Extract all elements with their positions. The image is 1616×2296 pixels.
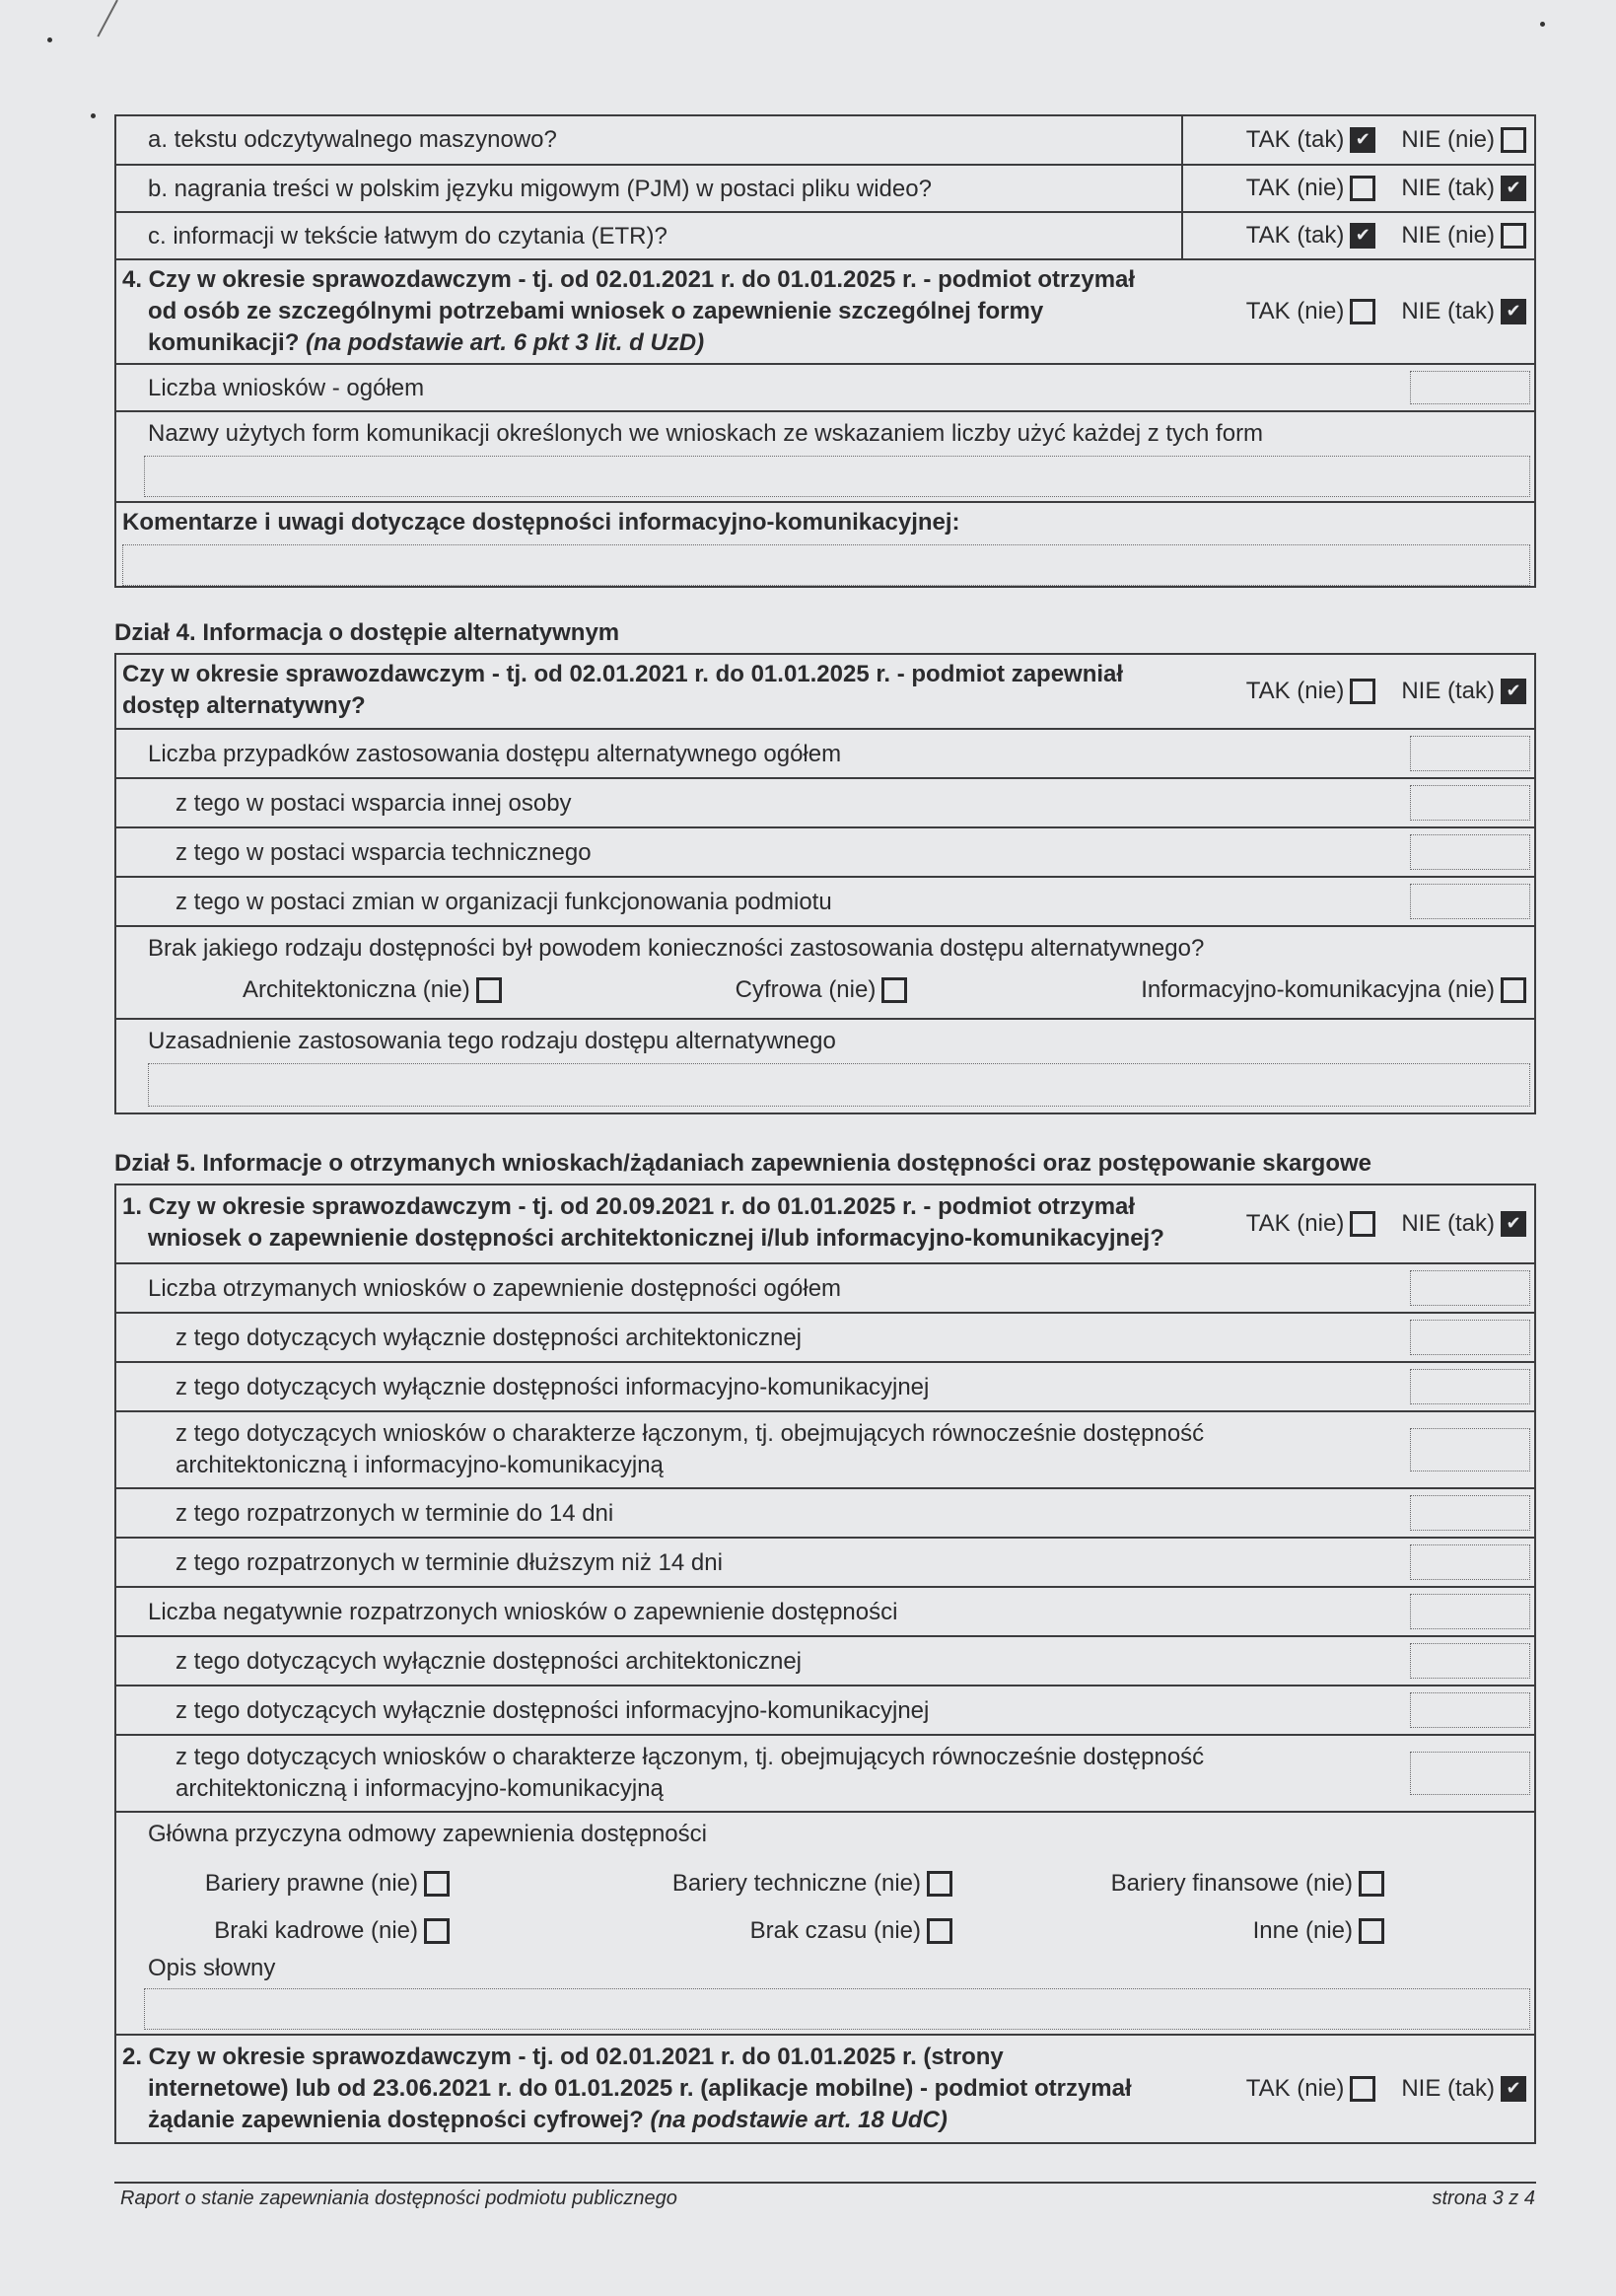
section4-count-row bbox=[116, 777, 1534, 826]
description-label: Opis słowny bbox=[148, 1955, 276, 1981]
count-input[interactable] bbox=[1410, 1752, 1530, 1795]
refusal-options-row2 bbox=[116, 1913, 1534, 1949]
section4-question-row bbox=[116, 655, 1534, 728]
tak-checkbox[interactable] bbox=[1350, 299, 1375, 324]
reason-question: Brak jakiego rodzaju dostępności był powodem konieczności zastosowania dostępu alternatywnego? bbox=[148, 935, 1205, 962]
description-input[interactable] bbox=[144, 1988, 1530, 2030]
row-label: z tego dotyczących wyłącznie dostępności informacyjno-komunikacyjnej bbox=[176, 1374, 930, 1400]
section5-count-row bbox=[116, 1361, 1534, 1410]
option-label: Bariery prawne (nie) bbox=[204, 1870, 418, 1897]
option-label: Cyfrowa (nie) bbox=[735, 976, 877, 1003]
count-input[interactable] bbox=[1410, 1544, 1530, 1580]
staff-shortage-checkbox[interactable] bbox=[424, 1918, 450, 1944]
section5-count-row bbox=[116, 1487, 1534, 1537]
row-label: Liczba otrzymanych wniosków o zapewnienie dostępności ogółem bbox=[148, 1275, 842, 1302]
nie-checkbox[interactable] bbox=[1501, 2076, 1526, 2102]
option-label: Informacyjno-komunikacyjna (nie) bbox=[1141, 976, 1495, 1003]
refusal-row bbox=[116, 1811, 1534, 2034]
nie-label: NIE (tak) bbox=[1401, 175, 1495, 201]
section4-title: Dział 4. Informacja o dostępie alternatywnym bbox=[114, 619, 620, 646]
q4-question: 4. Czy w okresie sprawozdawczym - tj. od 02.01.2021 r. do 01.01.2025 r. - podmiot otrzymał od osób ze szczególnymi potrzebami wniosek o zapewnienie szczególnej formy komunikacji? (na podstawie art. 6 pkt 3 lit. d UzD) bbox=[122, 266, 1136, 356]
q4-forms-label: Nazwy użytych form komunikacji określonych we wnioskach ze wskazaniem liczby użyć każdej z tych form bbox=[148, 420, 1264, 447]
section4-justification-row bbox=[116, 1018, 1534, 1112]
tak-label: TAK (nie) bbox=[1245, 1210, 1345, 1237]
nie-checkbox[interactable] bbox=[1501, 223, 1526, 249]
justification-label: Uzasadnienie zastosowania tego rodzaju dostępu alternatywnego bbox=[148, 1028, 836, 1054]
tak-checkbox[interactable] bbox=[1350, 223, 1375, 249]
section4-count-row bbox=[116, 826, 1534, 876]
section5-count-row bbox=[116, 1537, 1534, 1586]
comments-input[interactable] bbox=[122, 544, 1530, 586]
section5-count-row bbox=[116, 1410, 1534, 1487]
reason-options bbox=[243, 976, 1526, 1004]
q3b-label: b. nagrania treści w polskim języku migowym (PJM) w postaci pliku wideo? bbox=[148, 176, 932, 202]
count-input[interactable] bbox=[1410, 1428, 1530, 1471]
nie-label: NIE (tak) bbox=[1401, 2075, 1495, 2102]
row-label: z tego dotyczących wniosków o charakterze łączonym, tj. obejmujących równocześnie dostępność architektoniczną i informacyjno-komunikacyjną bbox=[176, 1744, 1205, 1802]
tak-checkbox[interactable] bbox=[1350, 679, 1375, 704]
nie-checkbox[interactable] bbox=[1501, 127, 1526, 153]
section5-q2: 2. Czy w okresie sprawozdawczym - tj. od 02.01.2021 r. do 01.01.2025 r. (strony internetowe) lub od 23.06.2021 r. do 01.01.2025 r. (aplikacje mobilne) - podmiot otrzymał żądanie zapewnienia dostępności cyfrowej? (na podstawie art. 18 UdC) bbox=[122, 2044, 1132, 2133]
section4-choice bbox=[1246, 678, 1526, 705]
tak-label: TAK (nie) bbox=[1245, 298, 1345, 324]
nie-label: NIE (tak) bbox=[1401, 298, 1495, 324]
scan-mark bbox=[97, 0, 117, 37]
financial-barriers-checkbox[interactable] bbox=[1359, 1871, 1384, 1897]
option-label: Inne (nie) bbox=[1252, 1917, 1353, 1944]
section5-q1: 1. Czy w okresie sprawozdawczym - tj. od 20.09.2021 r. do 01.01.2025 r. - podmiot otrzymał wniosek o zapewnienie dostępności architektonicznej i/lub informacyjno-komunikacyjnej? bbox=[122, 1193, 1164, 1252]
section5-count-row bbox=[116, 1635, 1534, 1685]
nie-checkbox[interactable] bbox=[1501, 299, 1526, 324]
row-label: Liczba przypadków zastosowania dostępu alternatywnego ogółem bbox=[148, 741, 842, 767]
q4-row bbox=[116, 258, 1534, 363]
info-comm-checkbox[interactable] bbox=[1501, 977, 1526, 1003]
tak-label: TAK (nie) bbox=[1245, 678, 1345, 704]
q3c-row bbox=[116, 211, 1534, 258]
q4-forms-input[interactable] bbox=[144, 456, 1530, 497]
section4-table bbox=[114, 653, 1536, 1114]
footer-title: Raport o stanie zapewniania dostępności podmiotu publicznego bbox=[120, 2188, 677, 2209]
q3c-choice bbox=[1246, 222, 1526, 250]
option-label: Architektoniczna (nie) bbox=[243, 976, 470, 1003]
section5-q2-row bbox=[116, 2034, 1534, 2142]
q4-forms-row bbox=[116, 410, 1534, 501]
legal-barriers-checkbox[interactable] bbox=[424, 1871, 450, 1897]
count-input[interactable] bbox=[1410, 736, 1530, 771]
footer-divider bbox=[114, 2182, 1536, 2184]
row-label: z tego dotyczących wniosków o charakterze łączonym, tj. obejmujących równocześnie dostępność architektoniczną i informacyjno-komunikacyjną bbox=[176, 1420, 1205, 1478]
count-input[interactable] bbox=[1410, 1320, 1530, 1355]
q3b-row bbox=[116, 164, 1534, 211]
count-input[interactable] bbox=[1410, 1270, 1530, 1306]
tak-checkbox[interactable] bbox=[1350, 127, 1375, 153]
nie-checkbox[interactable] bbox=[1501, 679, 1526, 704]
section5-q1-choice bbox=[1246, 1210, 1526, 1238]
section5-table bbox=[114, 1184, 1536, 2144]
scan-speck bbox=[1540, 22, 1545, 27]
refusal-label: Główna przyczyna odmowy zapewnienia dostępności bbox=[148, 1821, 707, 1847]
q2-legal-basis: (na podstawie art. 18 UdC) bbox=[650, 2107, 948, 2133]
section5-q2-choice bbox=[1246, 2075, 1526, 2103]
nie-label: NIE (tak) bbox=[1401, 678, 1495, 704]
section5-q1-row bbox=[116, 1185, 1534, 1262]
tak-label: TAK (nie) bbox=[1245, 175, 1345, 201]
refusal-options-row1 bbox=[116, 1866, 1534, 1901]
nie-label: NIE (nie) bbox=[1401, 222, 1495, 249]
comments-label: Komentarze i uwagi dotyczące dostępności informacyjno-komunikacyjnej: bbox=[122, 509, 960, 536]
scan-speck bbox=[91, 113, 96, 118]
section4-count-row bbox=[116, 876, 1534, 925]
q3c-label: c. informacji w tekście łatwym do czytania (ETR)? bbox=[148, 223, 667, 250]
section5-count-row bbox=[116, 1734, 1534, 1811]
row-label: z tego w postaci wsparcia technicznego bbox=[176, 839, 592, 866]
technical-barriers-checkbox[interactable] bbox=[927, 1871, 952, 1897]
q4-count-input[interactable] bbox=[1410, 371, 1530, 404]
row-label: z tego rozpatrzonych w terminie do 14 dni bbox=[176, 1500, 614, 1527]
q3a-choice bbox=[1246, 126, 1526, 154]
tak-label: TAK (tak) bbox=[1245, 222, 1345, 249]
q4-legal-basis: (na podstawie art. 6 pkt 3 lit. d UzD) bbox=[306, 329, 705, 356]
nie-checkbox[interactable] bbox=[1501, 1211, 1526, 1237]
tak-checkbox[interactable] bbox=[1350, 2076, 1375, 2102]
nie-checkbox[interactable] bbox=[1501, 176, 1526, 201]
q4-choice bbox=[1246, 298, 1526, 325]
row-label: z tego rozpatrzonych w terminie dłuższym niż 14 dni bbox=[176, 1549, 723, 1576]
comments-row bbox=[116, 501, 1534, 586]
count-input[interactable] bbox=[1410, 1495, 1530, 1531]
tak-label: TAK (nie) bbox=[1245, 2075, 1345, 2102]
count-input[interactable] bbox=[1410, 884, 1530, 919]
count-input[interactable] bbox=[1410, 1594, 1530, 1629]
count-input[interactable] bbox=[1410, 785, 1530, 821]
nie-label: NIE (tak) bbox=[1401, 1210, 1495, 1237]
section5-count-row bbox=[116, 1262, 1534, 1312]
count-input[interactable] bbox=[1410, 1643, 1530, 1679]
tak-checkbox[interactable] bbox=[1350, 176, 1375, 201]
other-checkbox[interactable] bbox=[1359, 1918, 1384, 1944]
tak-checkbox[interactable] bbox=[1350, 1211, 1375, 1237]
nie-label: NIE (nie) bbox=[1401, 126, 1495, 153]
scan-speck bbox=[47, 37, 52, 42]
option-label: Bariery techniczne (nie) bbox=[671, 1870, 921, 1897]
count-input[interactable] bbox=[1410, 834, 1530, 870]
q3a-row bbox=[116, 116, 1534, 164]
section4-count-row bbox=[116, 728, 1534, 777]
q4-count-row bbox=[116, 363, 1534, 410]
count-input[interactable] bbox=[1410, 1369, 1530, 1404]
q4-count-label: Liczba wniosków - ogółem bbox=[148, 375, 425, 401]
justification-input[interactable] bbox=[148, 1063, 1530, 1107]
row-label: z tego w postaci zmian w organizacji funkcjonowania podmiotu bbox=[176, 889, 832, 915]
count-input[interactable] bbox=[1410, 1692, 1530, 1728]
section4-question: Czy w okresie sprawozdawczym - tj. od 02.01.2021 r. do 01.01.2025 r. - podmiot zapewniał dostęp alternatywny? bbox=[122, 661, 1124, 719]
row-label: z tego dotyczących wyłącznie dostępności architektonicznej bbox=[176, 1325, 802, 1351]
section5-title: Dział 5. Informacje o otrzymanych wnioskach/żądaniach zapewnienia dostępności oraz postępowanie skargowe bbox=[114, 1150, 1372, 1177]
section5-count-row bbox=[116, 1586, 1534, 1635]
section5-count-row bbox=[116, 1312, 1534, 1361]
row-label: z tego w postaci wsparcia innej osoby bbox=[176, 790, 572, 817]
architectural-checkbox[interactable] bbox=[476, 977, 502, 1003]
row-label: z tego dotyczących wyłącznie dostępności informacyjno-komunikacyjnej bbox=[176, 1697, 930, 1724]
section3-table bbox=[114, 114, 1536, 588]
digital-checkbox[interactable] bbox=[881, 977, 907, 1003]
page-number: strona 3 z 4 bbox=[1432, 2188, 1535, 2209]
q3a-label: a. tekstu odczytywalnego maszynowo? bbox=[148, 126, 557, 153]
option-label: Bariery finansowe (nie) bbox=[1110, 1870, 1353, 1897]
option-label: Brak czasu (nie) bbox=[749, 1917, 921, 1944]
tak-label: TAK (tak) bbox=[1245, 126, 1345, 153]
section5-count-row bbox=[116, 1685, 1534, 1734]
lack-of-time-checkbox[interactable] bbox=[927, 1918, 952, 1944]
section4-reason-row bbox=[116, 925, 1534, 1018]
row-label: z tego dotyczących wyłącznie dostępności architektonicznej bbox=[176, 1648, 802, 1675]
option-label: Braki kadrowe (nie) bbox=[214, 1917, 418, 1944]
q3b-choice bbox=[1246, 175, 1526, 202]
row-label: Liczba negatywnie rozpatrzonych wniosków o zapewnienie dostępności bbox=[148, 1599, 898, 1625]
